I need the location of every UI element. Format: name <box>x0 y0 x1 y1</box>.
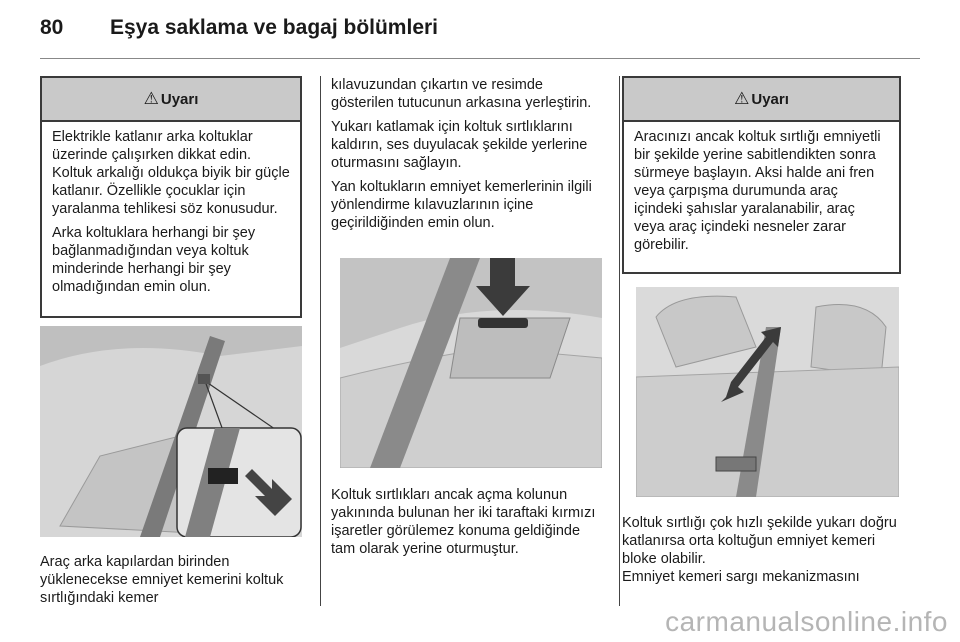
warning-title: Uyarı <box>751 90 789 108</box>
warning-paragraph: Aracınızı ancak koltuk sırtlığı emniyetli bir şekilde yerine sabitlendikten sonra sürmeye başlayın. Aksi halde ani fren veya çarpışma durumunda araç içindeki şahıslar yaralanabilir, araç veya araç içindeki nesneler zarar görebilir. <box>634 129 881 253</box>
column-2-text-bottom <box>331 486 603 564</box>
body-paragraph: kılavuzundan çıkartın ve resimde gösterilen tutucunun arkasına yerleştirin. <box>331 77 592 111</box>
column-3-text <box>622 514 901 592</box>
warning-box <box>622 76 901 274</box>
page-title: Eşya saklama ve bagaj bölümleri <box>110 16 439 39</box>
figure-center-seatbelt <box>636 287 899 497</box>
header-divider <box>40 58 920 59</box>
body-paragraph: Emniyet kemeri sargı mekanizmasını <box>622 569 860 585</box>
figure-seatbelt-holder <box>40 326 302 537</box>
column-1-text <box>40 553 302 613</box>
page-header <box>40 16 438 48</box>
warning-body <box>624 122 899 262</box>
warning-title: Uyarı <box>160 90 199 108</box>
warning-header <box>624 78 899 122</box>
body-paragraph: Koltuk sırtlıkları ancak açma kolunun yakınında bulunan her iki taraftaki kırmızı işaretler görülemez konuma geldiğinde tam olarak yerine oturmuştur. <box>331 487 596 557</box>
warning-paragraph: Elektrikle katlanır arka koltuklar üzerinde çalışırken dikkat edin. Koltuk arkalığı oldukça biyik bir güçle katlanır. Özellikle çocuklar için yaralanma tehlikesi söz konusudur. <box>52 129 290 217</box>
warning-box <box>40 76 302 318</box>
column-3 <box>622 76 901 274</box>
warning-body <box>42 122 300 304</box>
warning-header <box>42 78 300 122</box>
body-paragraph: Yan koltukların emniyet kemerlerinin ilgili yönlendirme kılavuzlarının içine geçirildiğinden emin olun. <box>331 179 592 231</box>
column-2 <box>331 76 603 238</box>
warning-triangle-icon: ⚠ <box>734 89 750 108</box>
column-1 <box>40 76 302 318</box>
body-paragraph: Araç arka kapılardan birinden yüklenecekse emniyet kemerini koltuk sırtlığındaki kemer <box>40 554 284 606</box>
warning-paragraph: Arka koltuklara herhangi bir şey bağlanmadığından veya koltuk minderinde herhangi bir şey olmadığından emin olun. <box>52 225 256 295</box>
warning-triangle-icon: ⚠ <box>143 89 159 108</box>
figure-seat-release <box>340 258 602 468</box>
column-divider-2 <box>619 76 620 606</box>
watermark: carmanualsonline.info <box>665 606 948 637</box>
page-number: 80 <box>40 16 64 39</box>
body-paragraph: Yukarı katlamak için koltuk sırtlıklarını kaldırın, ses duyulacak şekilde yerlerine oturmasını sağlayın. <box>331 119 588 171</box>
column-divider-1 <box>320 76 321 606</box>
body-paragraph: Koltuk sırtlığı çok hızlı şekilde yukarı doğru katlanırsa orta koltuğun emniyet kemeri bloke olabilir. <box>622 515 897 567</box>
